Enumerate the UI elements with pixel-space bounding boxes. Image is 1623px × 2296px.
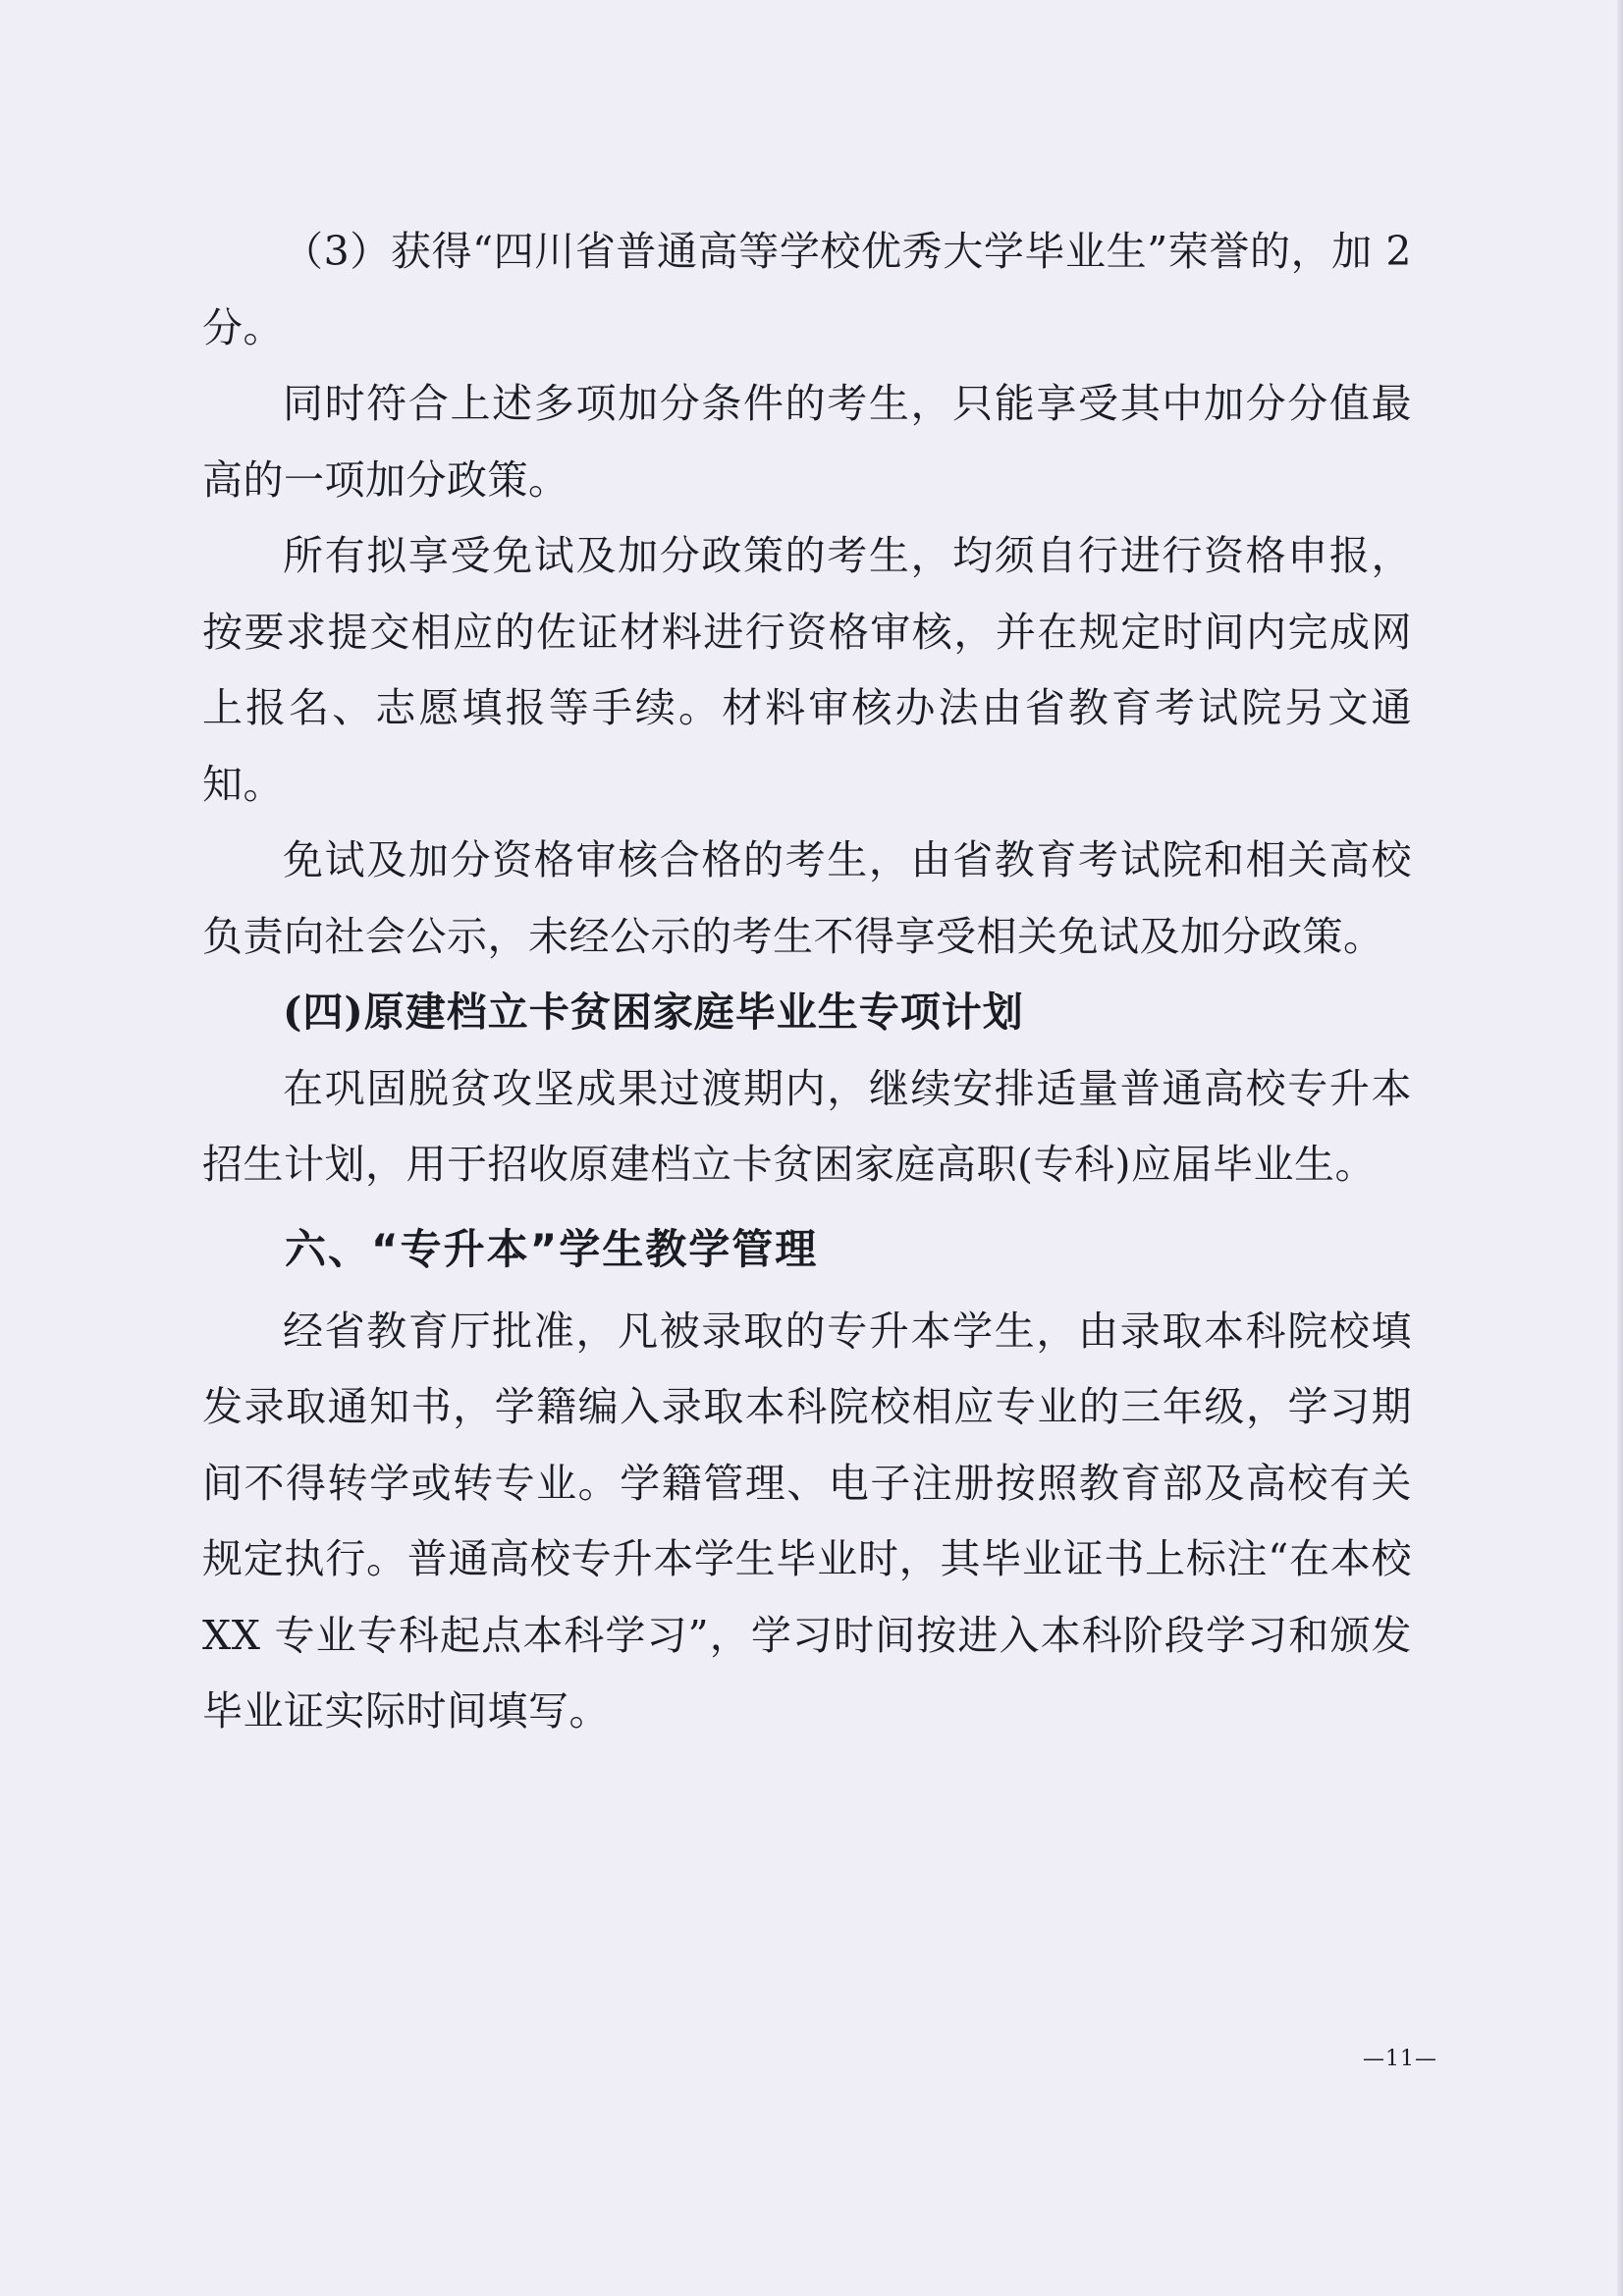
- document-body: [202, 214, 1412, 1750]
- paragraph-teaching-management: 经省教育厅批准，凡被录取的专升本学生，由录取本科院校填发录取通知书，学籍编入录取本科院校相应专业的三年级，学习期间不得转学或转专业。学籍管理、电子注册按照教育部及高校有关规定执行。普通高校专升本学生毕业时，其毕业证书上标注“在本校 XX 专业专科起点本科学习”，学习时间按进入本科阶段学习和颁发毕业证实际时间填写。: [202, 1307, 1412, 1735]
- subheading-special-plan: (四)原建档立卡贫困家庭毕业生专项计划: [283, 988, 1024, 1036]
- section-heading-teaching-management: 六、“专升本”学生教学管理: [285, 1224, 819, 1273]
- paragraph-qualification-application: 所有拟享受免试及加分政策的考生，均须自行进行资格申报，按要求提交相应的佐证材料进行资格审核，并在规定时间内完成网上报名、志愿填报等手续。材料审核办法由省教育考试院另文通知。: [202, 532, 1412, 808]
- paragraph-public-notice: 免试及加分资格审核合格的考生，由省教育考试院和相关高校负责向社会公示，未经公示的考生不得享受相关免试及加分政策。: [202, 836, 1412, 960]
- scan-edge-shadow: [1617, 0, 1623, 2296]
- paragraph-special-plan: 在巩固脱贫攻坚成果过渡期内，继续安排适量普通高校专升本招生计划，用于招收原建档立卡贫困家庭高职(专科)应届毕业生。: [202, 1064, 1412, 1188]
- paragraph-multiple-bonus-rule: 同时符合上述多项加分条件的考生，只能享受其中加分分值最高的一项加分政策。: [202, 380, 1412, 504]
- page-number: —11—: [1363, 2047, 1437, 2071]
- paragraph-bonus-item-3: （3）获得“四川省普通高等学校优秀大学毕业生”荣誉的，加 2 分。: [202, 228, 1412, 351]
